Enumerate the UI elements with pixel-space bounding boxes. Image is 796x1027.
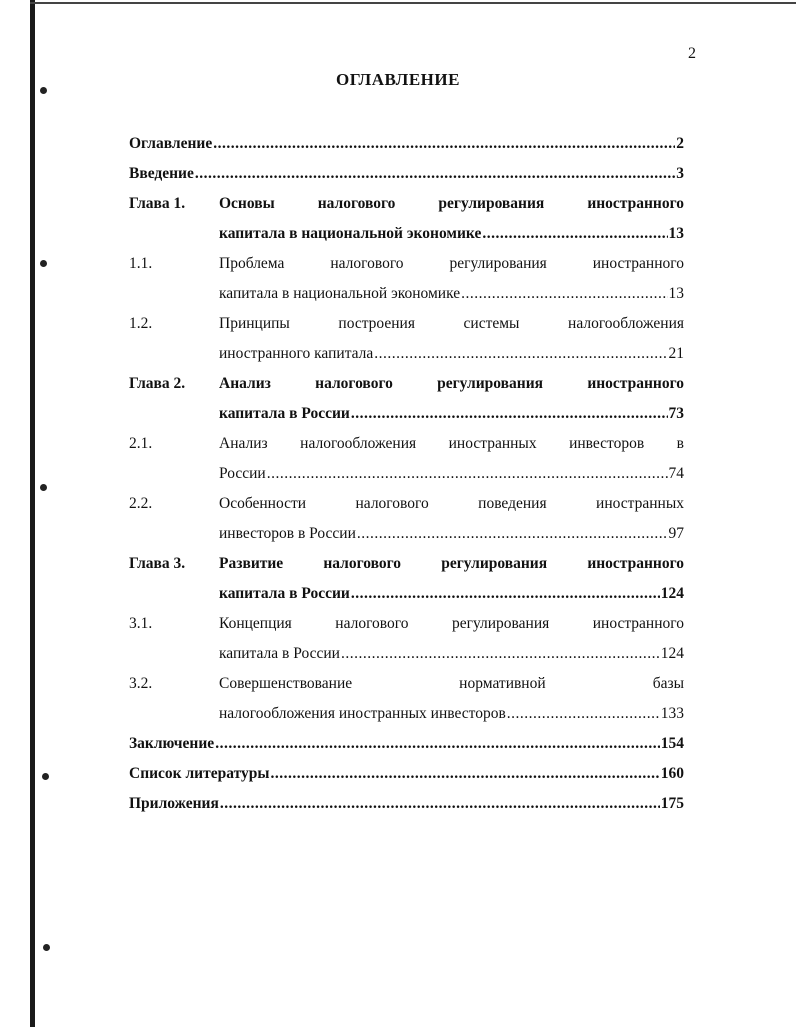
toc-section-2-2[interactable]: 2.2. Особенности налогового поведения иностранных — [129, 495, 684, 512]
toc-chapter-1[interactable]: Глава 1. Основы налогового регулирования иностранного — [129, 195, 684, 212]
toc-section-3-1[interactable]: 3.1. Концепция налогового регулирования иностранного — [129, 615, 684, 632]
page-number: 2 — [688, 45, 696, 62]
toc-chapter-3[interactable]: Глава 3. Развитие налогового регулирования иностранного — [129, 555, 684, 572]
scan-left-edge — [30, 0, 35, 1027]
page-title: ОГЛАВЛЕНИЕ — [336, 70, 460, 89]
punch-hole-mark — [40, 484, 47, 491]
toc-section-3-2-cont[interactable]: налогообложения иностранных инвесторов ..... 133 — [129, 699, 684, 729]
toc-chapter-1-cont[interactable]: капитала в национальной экономике ..... 13 — [129, 219, 684, 249]
toc-section-3-2[interactable]: 3.2. Совершенствование нормативной базы — [129, 675, 684, 692]
punch-hole-mark — [40, 260, 47, 267]
toc-chapter-2[interactable]: Глава 2. Анализ налогового регулирования иностранного — [129, 375, 684, 392]
toc-chapter-3-cont[interactable]: капитала в России ..... 124 — [129, 579, 684, 609]
toc-section-1-2-cont[interactable]: иностранного капитала ..... 21 — [129, 339, 684, 369]
toc-entry-conclusion[interactable]: Заключение ..... 154 — [129, 729, 684, 759]
toc-section-2-1[interactable]: 2.1. Анализ налогообложения иностранных инвесторов в — [129, 435, 684, 452]
punch-hole-mark — [42, 773, 49, 780]
toc-section-2-2-cont[interactable]: инвесторов в России ..... 97 — [129, 519, 684, 549]
toc-chapter-2-cont[interactable]: капитала в России ..... 73 — [129, 399, 684, 429]
scan-top-edge — [30, 2, 796, 4]
toc-section-3-1-cont[interactable]: капитала в России ..... 124 — [129, 639, 684, 669]
toc-section-1-1-cont[interactable]: капитала в национальной экономике ..... 13 — [129, 279, 684, 309]
toc-entry-table-of-contents[interactable]: Оглавление ..... 2 — [129, 129, 684, 159]
toc-entry-appendices[interactable]: Приложения ..... 175 — [129, 789, 684, 819]
toc-section-2-1-cont[interactable]: России ..... 74 — [129, 459, 684, 489]
table-of-contents — [129, 129, 684, 819]
toc-entry-introduction[interactable]: Введение ..... 3 — [129, 159, 684, 189]
toc-section-1-1[interactable]: 1.1. Проблема налогового регулирования иностранного — [129, 255, 684, 272]
toc-section-1-2[interactable]: 1.2. Принципы построения системы налогообложения — [129, 315, 684, 332]
toc-entry-bibliography[interactable]: Список литературы ..... 160 — [129, 759, 684, 789]
punch-hole-mark — [43, 944, 50, 951]
